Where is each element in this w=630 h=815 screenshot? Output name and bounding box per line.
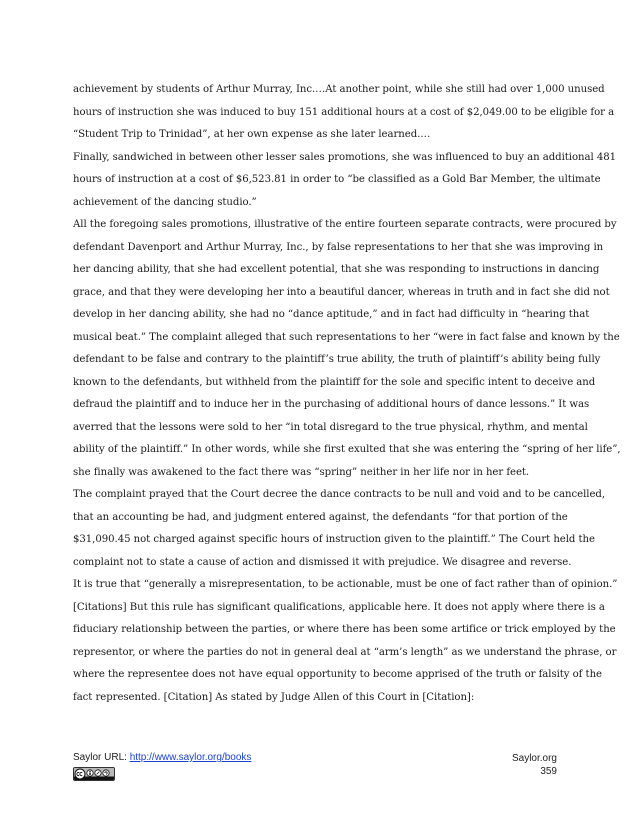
text-line: hours of instruction she was induced to buy 151 additional hours at a cost of $2,049.00 to be eligible for a — [73, 106, 615, 118]
text-line: defendant to be false and contrary to the plaintiff’s true ability, the truth of plaintiff’s ability being fully — [73, 354, 601, 365]
text-line: her dancing ability, that she had excellent potential, that she was responding to instructions in dancing — [73, 264, 600, 275]
text-line: “Student Trip to Trinidad”, at her own expense as she later learned.… — [73, 129, 431, 140]
creative-commons-icon — [73, 767, 115, 781]
text-line: It is true that “generally a misrepresentation, to be actionable, must be one of fact rather than of opinion.” — [73, 579, 618, 590]
text-line: musical beat.” The complaint alleged that such representations to her “were in fact false and known by the — [73, 331, 620, 343]
text-line: known to the defendants, but withheld from the plaintiff for the sole and specific intent to deceive and — [73, 376, 596, 388]
text-line: representor, or where the parties do not in general deal at “arm’s length” as we understand the phrase, or — [73, 646, 617, 658]
footer-url-label: Saylor URL: — [73, 752, 130, 763]
text-line: hours of instruction at a cost of $6,523.81 in order to “be classified as a Gold Bar Member, the ultimate — [73, 174, 601, 185]
text-line: Finally, sandwiched in between other lesser sales promotions, she was influenced to buy an additional 481 — [73, 151, 617, 163]
text-line: The complaint prayed that the Court decree the dance contracts to be null and void and to be cancelled, — [73, 489, 605, 500]
footer-url-link[interactable]: http://www.saylor.org/books — [129, 752, 252, 763]
text-line: that an accounting be had, and judgment entered against, the defendants “for that portion of the — [73, 511, 568, 523]
cc-license-graphic — [74, 768, 114, 780]
text-line: where the representee does not have equal opportunity to become apprised of the truth or falsity of the — [73, 669, 602, 680]
text-line: ability of the plaintiff.” In other words, while she first exulted that she was entering the “spring of her life”, — [73, 444, 621, 455]
text-line: defraud the plaintiff and to induce her in the purchasing of additional hours of dance lessons.” It was — [73, 399, 590, 410]
footer-source — [73, 752, 251, 763]
text-line: defendant Davenport and Arthur Murray, Inc., by false representations to her that she was improving in — [73, 241, 604, 253]
text-line: achievement of the dancing studio.” — [73, 196, 257, 208]
text-line: [Citations] But this rule has significant qualifications, applicable here. It does not apply where there is a — [73, 601, 605, 613]
text-line: $31,090.45 not charged against specific hours of instruction given to the plaintiff.” The Court held the — [73, 534, 595, 545]
text-line: All the foregoing sales promotions, illustrative of the entire fourteen separate contracts, were procured by — [73, 219, 617, 230]
text-line: complaint not to state a cause of action and dismissed it with prejudice. We disagree and reverse. — [73, 556, 572, 568]
text-line: fact represented. [Citation] As stated by Judge Allen of this Court in [Citation]: — [73, 691, 475, 703]
text-line: fiduciary relationship between the parties, or where there has been some artifice or trick employed by the — [73, 624, 616, 635]
footer-site-info — [512, 752, 557, 778]
text-line: achievement by students of Arthur Murray, Inc.…At another point, while she still had over 1,000 unused — [73, 84, 605, 95]
text-line: averred that the lessons were sold to her “in total disregard to the true physical, rhythm, and mental — [73, 421, 588, 433]
page-footer — [73, 752, 557, 792]
body-text — [73, 79, 621, 709]
page-number: 359 — [540, 766, 557, 777]
text-line: grace, and that they were developing her into a beautiful dancer, whereas in truth and in fact she did not — [73, 286, 610, 298]
text-line: develop in her dancing ability, she had no “dance aptitude,” and in fact had difficulty in “hearing that — [73, 309, 590, 320]
footer-site-name: Saylor.org — [511, 753, 557, 764]
text-line: she finally was awakened to the fact there was “spring” neither in her life nor in her feet. — [73, 466, 530, 478]
